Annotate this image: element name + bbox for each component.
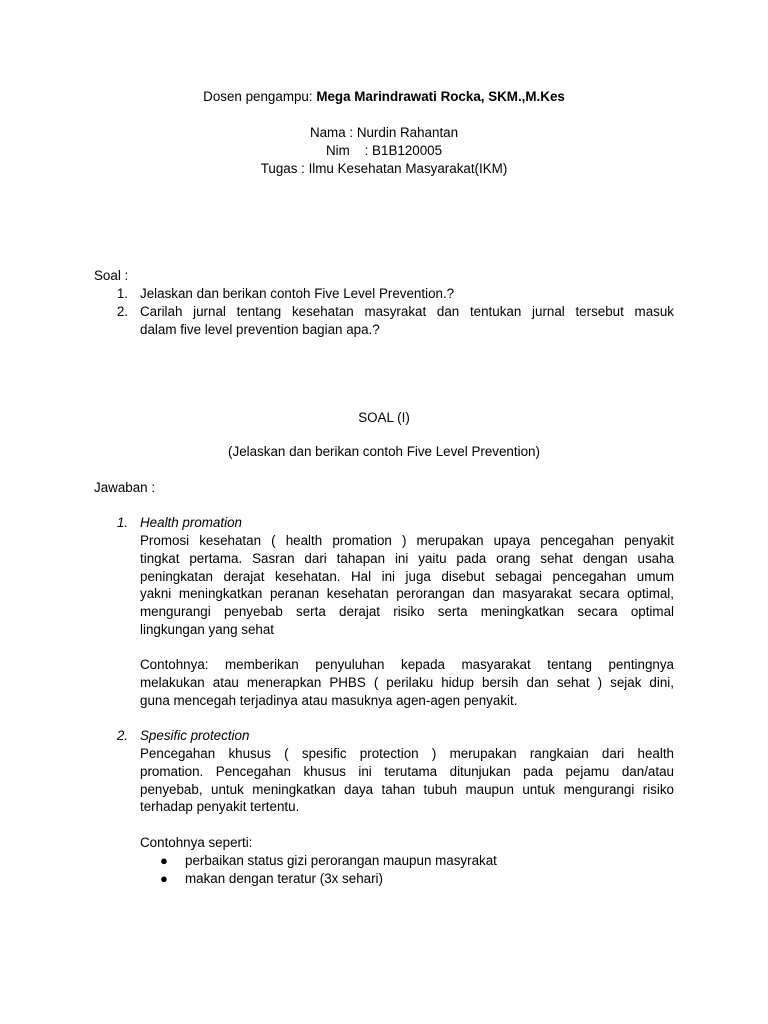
- answer-1-number: 1.: [116, 515, 128, 530]
- bullet-item: makan dengan teratur (3x sehari): [185, 871, 383, 886]
- paragraph-line: Promosi kesehatan ( health promation ) merupakan upaya pencegahan penyakit: [140, 533, 674, 548]
- student-name: Nama : Nurdin Rahantan: [309, 125, 459, 140]
- paragraph-line: peningkatan derajat kesehatan. Hal ini juga disebut sebagai pencegahan umum: [140, 568, 674, 584]
- answer-2-heading: Spesific protection: [140, 728, 250, 743]
- question-2-line-2: dalam five level prevention bagian apa.?: [140, 322, 380, 337]
- question-1-number: 1.: [116, 286, 128, 301]
- answer-1-example: [140, 656, 674, 709]
- paragraph-line: mengurangi penyebab serta derajat risiko serta meningkatkan secara optimal: [140, 604, 674, 620]
- section-title: SOAL (I): [358, 410, 410, 425]
- questions-label: Soal :: [94, 268, 129, 283]
- answer-1-paragraph: [140, 532, 674, 639]
- bullet-icon: ●: [160, 871, 168, 886]
- paragraph-line: lingkungan yang sehat: [140, 621, 275, 637]
- paragraph-line: yakni meningkatkan peranan kesehatan perorangan dan masyarakat secara optimal,: [140, 586, 674, 602]
- question-2-number: 2.: [116, 304, 128, 319]
- paragraph-line: terhadap penyakit tertentu.: [140, 799, 300, 815]
- answer-1-heading: Health promation: [140, 515, 242, 530]
- student-nim: Nim : B1B120005: [325, 143, 443, 158]
- lecturer-name: Mega Marindrawati Rocka, SKM.,M.Kes: [316, 89, 565, 104]
- example-line: melakukan atau menerapkan PHBS ( perilaku hidup bersih dan sehat ) sejak dini,: [140, 674, 674, 690]
- bullet-item: perbaikan status gizi perorangan maupun masyrakat: [185, 853, 497, 868]
- answer-2-number: 2.: [116, 728, 128, 743]
- bullet-icon: ●: [160, 853, 168, 868]
- paragraph-line: penyebab, untuk meningkatkan daya tahan tubuh maupun untuk mengurangi risiko: [140, 781, 674, 797]
- lecturer-line: [0, 88, 768, 106]
- paragraph-line: promation. Pencegahan khusus ini terutama ditunjukan pada pejamu dan/atau: [140, 763, 674, 779]
- paragraph-line: Pencegahan khusus ( spesific protection ) merupakan rangkaian dari health: [140, 746, 674, 761]
- answer-2-paragraph: [140, 745, 674, 816]
- section-subtitle: (Jelaskan dan berikan contoh Five Level Prevention): [228, 444, 540, 459]
- task-line: Tugas : Ilmu Kesehatan Masyarakat(IKM): [260, 161, 508, 176]
- example-line: Contohnya: memberikan penyuluhan kepada masyarakat tentang pentingnya: [140, 657, 674, 672]
- paragraph-line: tingkat pertama. Sasran dari tahapan ini yaitu pada orang sehat dengan usaha: [140, 550, 674, 566]
- question-2-line-1: Carilah jurnal tentang kesehatan masyrakat dan tentukan jurnal tersebut masuk: [140, 304, 674, 319]
- answer-label: Jawaban :: [94, 480, 156, 495]
- question-1-text: Jelaskan dan berikan contoh Five Level Prevention.?: [140, 286, 455, 301]
- example-line: guna mencegah terjadinya atau masuknya agen-agen penyakit.: [140, 692, 518, 708]
- lecturer-label: Dosen pengampu:: [203, 89, 317, 104]
- answer-2-example-label: Contohnya seperti:: [140, 835, 253, 850]
